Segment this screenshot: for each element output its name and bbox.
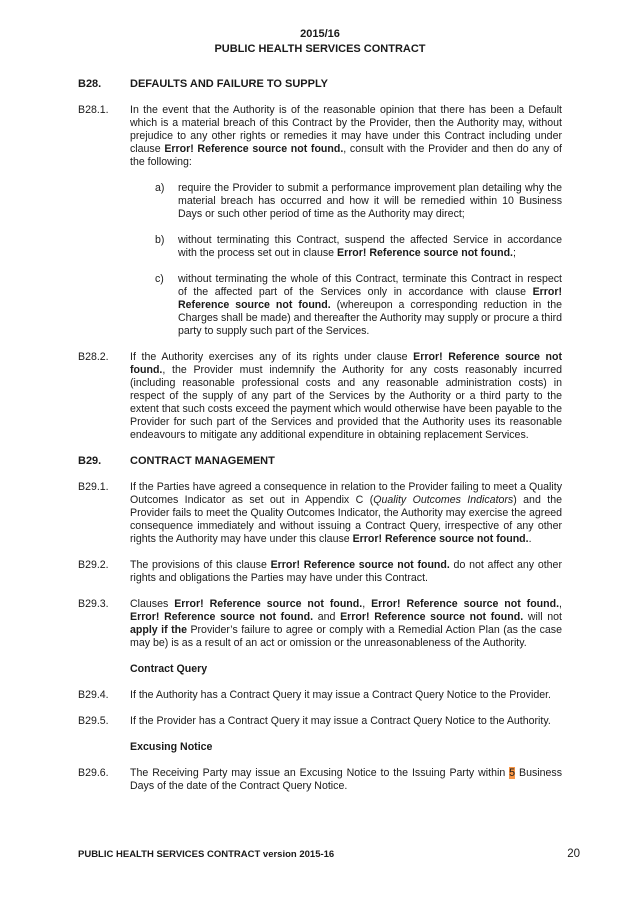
document-sections: [78, 78, 562, 793]
list-item: [155, 273, 562, 338]
clause: [78, 715, 562, 728]
clause-number: B29.6.: [78, 767, 109, 779]
text-run: DEFAULTS AND FAILURE TO SUPPLY: [130, 78, 329, 90]
clause-number: B28.2.: [78, 351, 109, 363]
clause-text: [130, 351, 562, 442]
text-run: Provider’s failure to agree or comply with a Remedial Action Plan (as the case may be) is as a result of an act or omission or the unreasonableness of the Authority.: [130, 624, 562, 649]
text-run: Quality Outcomes Indicators: [373, 494, 514, 506]
text-run: ,: [362, 598, 372, 610]
document-footer: [78, 848, 580, 860]
clause: [78, 104, 562, 169]
clause: [78, 481, 562, 546]
clause: [78, 351, 562, 442]
text-run: If the Provider has a Contract Query it may issue a Contract Query Notice to the Authority.: [130, 715, 551, 727]
clause-number: B28.: [78, 78, 102, 90]
clause-text: [130, 481, 562, 546]
text-run: ,: [559, 598, 562, 610]
text-run: Error! Reference source not found.: [337, 247, 514, 259]
text-run: , the Provider must indemnify the Authority for any costs reasonably incurred (including reasonable professional costs and any reasonable administration costs) in respect of the supply of any part of the Services by the Authority or a third party to the extent that such costs exceed the payment which would otherwise have been payable to the Provider for such part of the Services and provided that the Authority uses its reasonable endeavours to mitigate any additional expenditure in obtaining replacement Services.: [130, 364, 562, 441]
clause-text: [130, 455, 562, 468]
text-run: apply if the: [130, 624, 187, 636]
text-run: Contract Query: [130, 663, 208, 675]
clause-text: [130, 598, 562, 650]
text-run: Error! Reference source not found.: [371, 598, 560, 610]
section-heading: [78, 78, 562, 91]
text-run: Excusing Notice: [130, 741, 213, 753]
text-run: Clauses: [130, 598, 175, 610]
clause-number: B29.2.: [78, 559, 109, 571]
text-run: Error! Reference source not found.: [352, 533, 529, 545]
text-run: .: [528, 533, 532, 545]
clause: [78, 559, 562, 585]
list-item: [155, 182, 562, 221]
text-run: require the Provider to submit a performance improvement plan detailing why the material breach has occurred and how it will be remedied within 10 Business Days or such other period of time as the Authority may direct;: [178, 182, 562, 220]
clause-number: B29.: [78, 455, 102, 467]
text-run: ;: [513, 247, 516, 259]
text-run: ) and the Provider fails to meet the Quality Outcomes Indicator, the Authority may exercise the agreed consequence immediately and without issuing a Contract Query, irrespective of any other rights the Authority may have under this clause: [130, 494, 562, 545]
footer-page-number: 20: [567, 848, 580, 860]
clause-text: [178, 273, 562, 338]
text-run: If the Parties have agreed a consequence in relation to the Provider failing to meet a Quality Outcomes Indicator as set out in Appendix C (: [130, 481, 562, 506]
text-run: The provisions of this clause: [130, 559, 271, 571]
list-marker: b): [155, 234, 165, 246]
text-run: Error! Reference source not found.: [340, 611, 524, 623]
list-item: [155, 234, 562, 260]
document-header: [78, 27, 562, 57]
list-marker: c): [155, 273, 164, 285]
clause-text: [130, 663, 562, 676]
text-run: Error! Reference source not found.: [164, 143, 344, 155]
clause-text: [130, 767, 562, 793]
text-run: (whereupon a corresponding reduction in the Charges shall be made) and thereafter the Authority may supply or procure a third party to supply such part of the Services.: [178, 299, 562, 337]
footer-version-text: PUBLIC HEALTH SERVICES CONTRACT version 2015-16: [78, 849, 335, 860]
subheading: [130, 663, 562, 676]
text-run: Business Days of the date of the Contract Query Notice.: [130, 767, 562, 792]
text-run: In the event that the Authority is of the reasonable opinion that there has been a Default which is a material breach of this Contract by the Provider, then the Authority may, without prejudice to any other rights or remedies it may have under this Contract including under clause: [130, 104, 562, 155]
clause-text: [130, 104, 562, 169]
text-run: without terminating this Contract, suspend the affected Service in accordance with the process set out in clause: [178, 234, 562, 259]
clause-number: B28.1.: [78, 104, 109, 116]
clause-text: [130, 689, 562, 702]
clause-text: [130, 715, 562, 728]
clause-number: B29.1.: [78, 481, 109, 493]
clause: [78, 767, 562, 793]
subheading: [130, 741, 562, 754]
text-run: Error! Reference source not found.: [174, 598, 363, 610]
text-run: Error! Reference source not found.: [270, 559, 450, 571]
text-run: and: [313, 611, 341, 623]
clause-text: [130, 78, 562, 91]
clause-text: [178, 182, 562, 221]
clause-text: [130, 741, 562, 754]
clause-text: [178, 234, 562, 260]
clause-number: B29.5.: [78, 715, 109, 727]
text-run: , consult with the Provider and then do any of the following:: [130, 143, 562, 168]
text-run: The Receiving Party may issue an Excusing Notice to the Issuing Party within: [130, 767, 510, 779]
header-title: PUBLIC HEALTH SERVICES CONTRACT: [214, 43, 426, 55]
text-run: Error! Reference source not found.: [178, 286, 562, 311]
section-heading: [78, 455, 562, 468]
text-run: do not affect any other rights and obligations the Parties may have under this Contract.: [130, 559, 562, 584]
clause-number: B29.4.: [78, 689, 109, 701]
text-run: Error! Reference source not found.: [130, 351, 562, 376]
text-run: will not: [523, 611, 562, 623]
clause: [78, 689, 562, 702]
highlighted-value: 5: [509, 767, 516, 779]
text-run: If the Authority exercises any of its rights under clause: [130, 351, 414, 363]
text-run: CONTRACT MANAGEMENT: [130, 455, 275, 467]
text-run: If the Authority has a Contract Query it may issue a Contract Query Notice to the Provider.: [130, 689, 551, 701]
list-marker: a): [155, 182, 165, 194]
text-run: Error! Reference source not found.: [130, 611, 314, 623]
clause-number: B29.3.: [78, 598, 109, 610]
clause: [78, 598, 562, 650]
clause-text: [130, 559, 562, 585]
header-year: 2015/16: [300, 28, 340, 40]
text-run: without terminating the whole of this Contract, terminate this Contract in respect of the affected part of the Services only in accordance with clause: [178, 273, 562, 298]
